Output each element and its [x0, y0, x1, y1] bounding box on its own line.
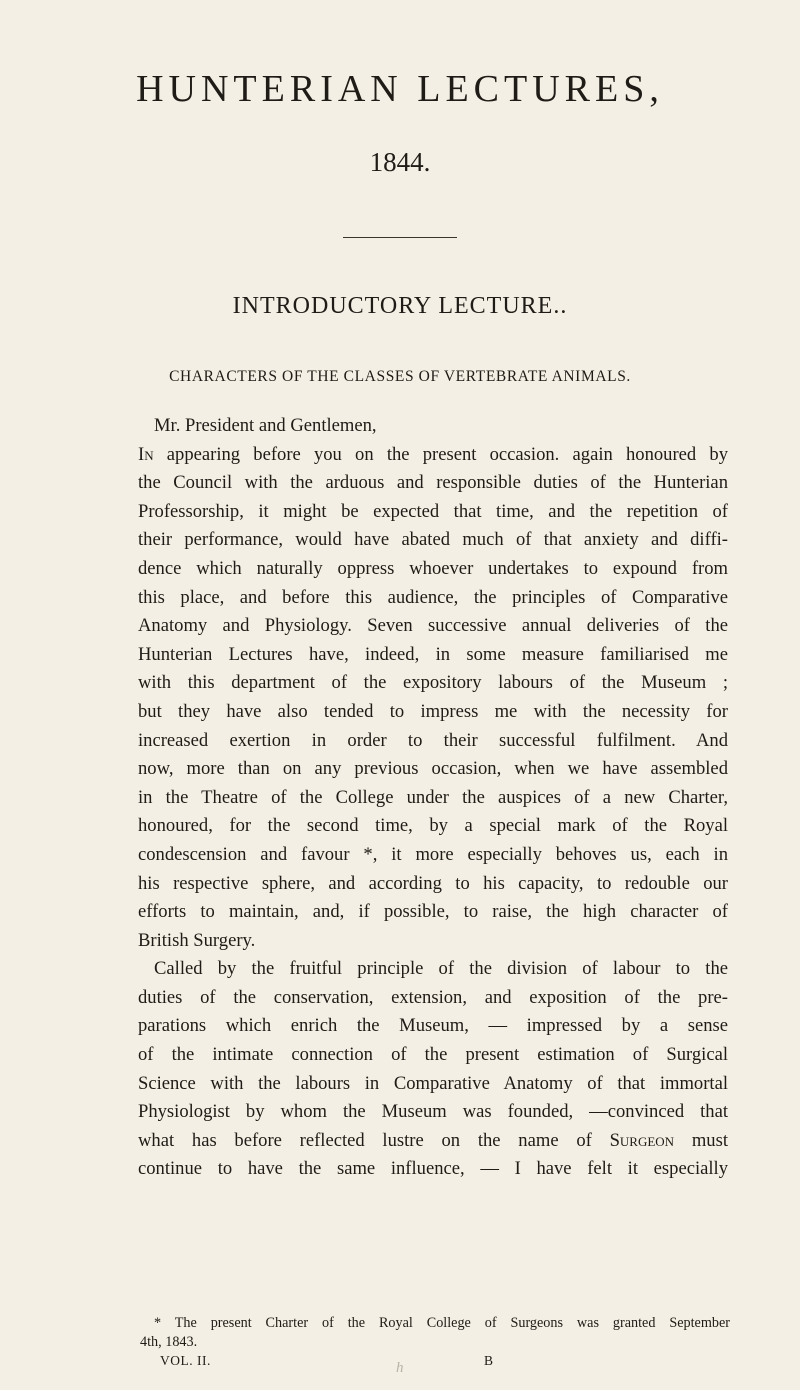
text-line: Called by the fruitful principle of the division of labour to the [154, 958, 728, 980]
text-line: the Council with the arduous and responsible duties of the Hunterian [138, 472, 728, 494]
text-line: Hunterian Lectures have, indeed, in some measure familiarised me [138, 643, 728, 665]
text-line: honoured, for the second time, by a special mark of the Royal [138, 815, 728, 837]
footnote-line: 4th, 1843. [140, 1334, 198, 1350]
year: 1844. [369, 147, 431, 177]
text-line: continue to have the same influence, — I have felt it especially [138, 1158, 728, 1180]
text-fragment: what has before reflected lustre on the name of [138, 1129, 610, 1151]
text-line: Professorship, it might be expected that time, and the repetition of [138, 500, 728, 522]
surgeon-smallcaps: Surgeon [609, 1129, 675, 1151]
footnote-line: * The present Charter of the Royal College of Surgeons was granted September [154, 1315, 730, 1331]
lead-word: In [138, 443, 154, 465]
salutation: Mr. President and Gentlemen, [154, 415, 377, 436]
stray-mark: h [396, 1360, 404, 1376]
text-line: parations which enrich the Museum, — impressed by a sense [138, 1015, 728, 1037]
text-line [138, 441, 728, 470]
text-line: their performance, would have abated much of that anxiety and diffi- [138, 529, 728, 551]
text-fragment: appearing before you on the present occasion. again honoured by [153, 443, 728, 465]
text-line: British Surgery. [138, 929, 256, 951]
text-line: dence which naturally oppress whoever undertakes to expound from [138, 557, 728, 579]
volume-signature: VOL. II. [160, 1353, 211, 1368]
text-line: increased exertion in order to their successful fulfilment. And [138, 729, 728, 751]
text-line: condescension and favour *, it more especially behoves us, each in [138, 843, 728, 865]
text-line: now, more than on any previous occasion, when we have assembled [138, 758, 728, 780]
text-line: of the intimate connection of the present estimation of Surgical [138, 1044, 728, 1066]
text-line [138, 1127, 728, 1156]
text-line: his respective sphere, and according to his capacity, to redouble our [138, 872, 728, 894]
text-line: efforts to maintain, and, if possible, to raise, the high character of [138, 901, 728, 923]
text-line: this place, and before this audience, the principles of Comparative [138, 586, 728, 608]
lecture-subtitle: CHARACTERS OF THE CLASSES OF VERTEBRATE ANIMALS. [169, 368, 631, 385]
body-text [138, 412, 728, 1184]
gathering-letter: B [484, 1353, 494, 1368]
text-line: Science with the labours in Comparative Anatomy of that immortal [138, 1072, 728, 1094]
text-line: duties of the conservation, extension, and exposition of the pre- [138, 986, 728, 1008]
title-divider [343, 237, 457, 238]
text-line: but they have also tended to impress me with the necessity for [138, 700, 728, 722]
text-line: Anatomy and Physiology. Seven successive annual deliveries of the [138, 615, 728, 637]
text-line: Physiologist by whom the Museum was founded, —convinced that [138, 1101, 728, 1123]
footnote [140, 1314, 730, 1352]
text-line: with this department of the expository labours of the Museum ; [138, 672, 728, 694]
text-fragment: must [674, 1129, 728, 1151]
text-line: in the Theatre of the College under the auspices of a new Charter, [138, 786, 728, 808]
main-title: HUNTERIAN LECTURES, [136, 68, 664, 110]
lecture-title: INTRODUCTORY LECTURE.. [232, 293, 568, 319]
